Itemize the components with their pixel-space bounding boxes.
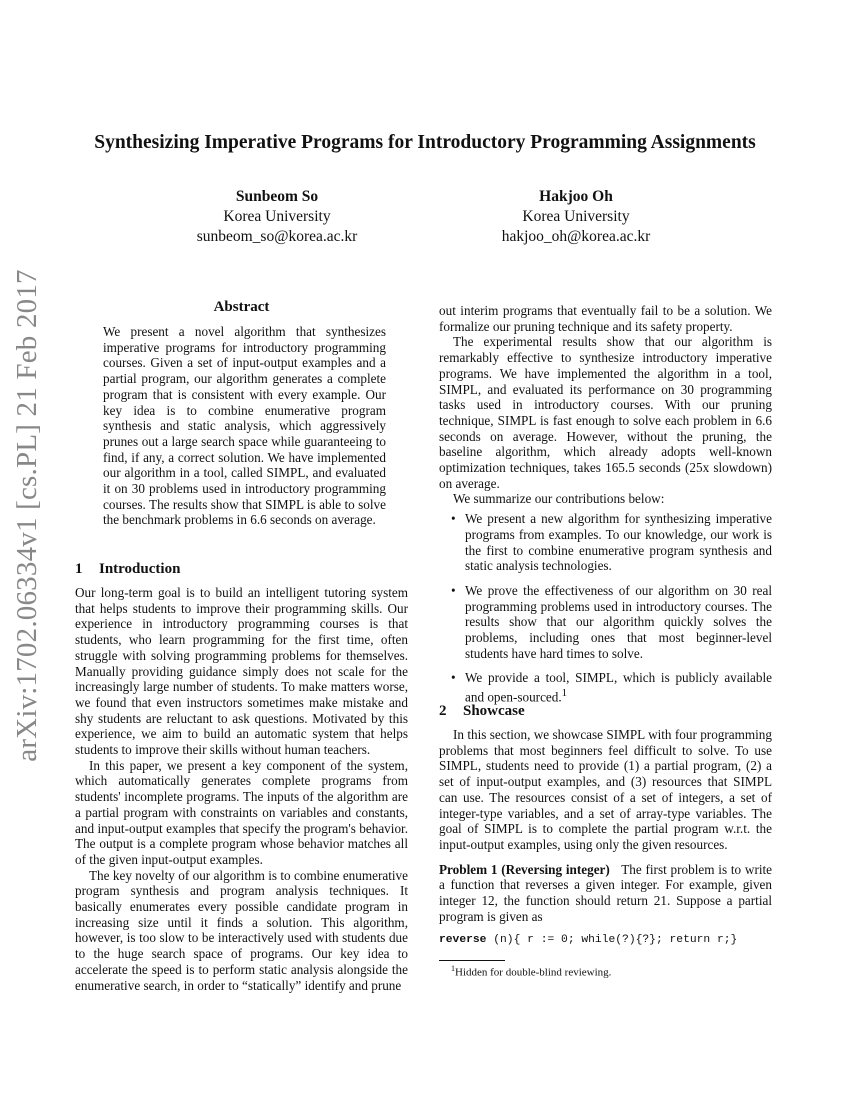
- author-name: Sunbeom So: [235, 188, 319, 205]
- right-column-text: [439, 303, 772, 714]
- code-text: (n){ r := 0; while(?){?}; return r;}: [486, 934, 738, 946]
- footnote-rule: [439, 960, 505, 961]
- paragraph: In this paper, we present a key component of the system, which automatically generates complete programs from students' incomplete programs. The inputs of the algorithm are a partial program with constraints on variables and constants, and input-output examples that specify the program's behavior. The output is a complete program whose behavior matches all of the given input-output examples.: [75, 757, 408, 867]
- list-item-text: We provide a tool, SIMPL, which is publicly available and open-sourced.: [465, 670, 772, 705]
- paragraph: We summarize our contributions below:: [453, 491, 665, 507]
- bullet-icon: •: [451, 670, 456, 686]
- list-item-text: We prove the effectiveness of our algorithm on 30 real programming problems used in introductory courses. The results show that our algorithm quickly solves the problems, including ones that most beginner-level students have hard times to solve.: [465, 582, 772, 661]
- author-block: [147, 187, 407, 247]
- author-email: hakjoo_oh@korea.ac.kr: [501, 228, 651, 245]
- section-heading-introduction: [75, 561, 180, 578]
- arxiv-stamp: [0, 270, 54, 760]
- problem-label: Problem 1 (Reversing integer): [439, 861, 610, 877]
- code-snippet: [439, 934, 779, 946]
- introduction-body: [75, 585, 408, 993]
- author-block: [446, 187, 706, 247]
- paragraph: Our long-term goal is to build an intelligent tutoring system that helps students to improve their programming skills. Our experience in introductory programming courses is that students, who learn programming for the first time, often struggle with solving programming problems for themselves. Manually providing guidance simply does not scale for the increasingly large number of students. To make matters worse, we found that even instructors sometimes make mistake and shy students are reluctant to ask questions. Motivated by this experience, we aim to build an automatic system that helps students to improve their skills without human teachers.: [75, 585, 408, 758]
- author-affiliation: Korea University: [223, 208, 331, 225]
- paragraph: The experimental results show that our algorithm is remarkably effective to synthesize introductory imperative programs. We have implemented the algorithm in a tool, SIMPL, and evaluated its performance on 30 programming tasks used in introductory courses. With our pruning technique, SIMPL is fast enough to solve each problem in 6.6 seconds on average. However, without the pruning, the baseline algorithm, which already adopts well-known optimization techniques, takes 165.5 seconds (25x slowdown) on average.: [439, 334, 772, 491]
- contribution-list: [439, 511, 772, 705]
- footnote-number: 1: [451, 964, 455, 973]
- section-number: 2: [439, 703, 447, 719]
- footnote-text: Hidden for double-blind reviewing.: [455, 966, 612, 979]
- list-item: [439, 670, 772, 705]
- paragraph: In this section, we showcase SIMPL with four programming problems that most beginners feel difficult to solve. To use SIMPL, students need to provide (1) a partial program, (2) a set of input-output examples, and (3) resources that SIMPL can use. The resources consist of a set of integers, a set of integer-type variables, and a set of array-type variables. The goal of SIMPL is to complete the partial program w.r.t. the input-output examples, using only the given resources.: [439, 727, 772, 852]
- footnote: [451, 964, 611, 979]
- abstract-heading: Abstract: [213, 299, 270, 315]
- arxiv-stamp-text: arXiv:1702.06334v1 [cs.PL] 21 Feb 2017: [10, 268, 43, 762]
- section-number: 1: [75, 561, 83, 577]
- list-item: [439, 583, 772, 662]
- author-name: Hakjoo Oh: [539, 188, 613, 205]
- section-title: Showcase: [463, 703, 525, 719]
- code-keyword: reverse: [439, 934, 487, 946]
- problem-text: The first problem is to write a function that reverses a given integer. For example, given integer 12, the function should return 21. Suppose a partial program is given as: [439, 861, 773, 924]
- bullet-icon: •: [451, 511, 456, 527]
- section-heading-showcase: [439, 703, 525, 720]
- bullet-icon: •: [451, 582, 456, 598]
- list-item: [439, 511, 772, 574]
- paragraph: out interim programs that eventually fail to be a solution. We formalize our pruning technique and its safety property.: [439, 303, 772, 334]
- abstract-text: We present a novel algorithm that synthesizes imperative programs for introductory programming courses. Given a set of input-output examples and a partial program, our algorithm generates a complete program that is consistent with every example. Our key idea is to combine enumerative program synthesis and static analysis, which aggressively prunes out a large search space while guaranteeing to find, if any, a correct solution. We have implemented our algorithm in a tool, called SIMPL, and evaluated it on 30 problems used in introductory programming courses. The results show that SIMPL is able to solve the benchmark problems in 6.6 seconds on average.: [103, 324, 386, 528]
- author-email: sunbeom_so@korea.ac.kr: [196, 228, 358, 245]
- footnote-mark: 1: [561, 687, 568, 700]
- problem-paragraph: [439, 862, 772, 925]
- section-title: Introduction: [99, 561, 181, 577]
- showcase-body: [439, 727, 772, 924]
- author-affiliation: Korea University: [522, 208, 630, 225]
- paper-title: Synthesizing Imperative Programs for Introductory Programming Assignments: [94, 132, 756, 153]
- list-item-text: We present a new algorithm for synthesizing imperative programs from examples. To our knowledge, our work is the first to combine enumerative program synthesis and static analysis technologies.: [465, 511, 772, 574]
- paragraph: The key novelty of our algorithm is to combine enumerative program synthesis and program analysis techniques. It basically enumerates every possible candidate program in increasing size until it finds a solution. This algorithm, however, is too slow to be interactively used with students due to the huge search space of programs. Our key idea to accelerate the speed is to perform static analysis alongside the enumerative search, in order to “statically” identify and prune: [75, 867, 408, 993]
